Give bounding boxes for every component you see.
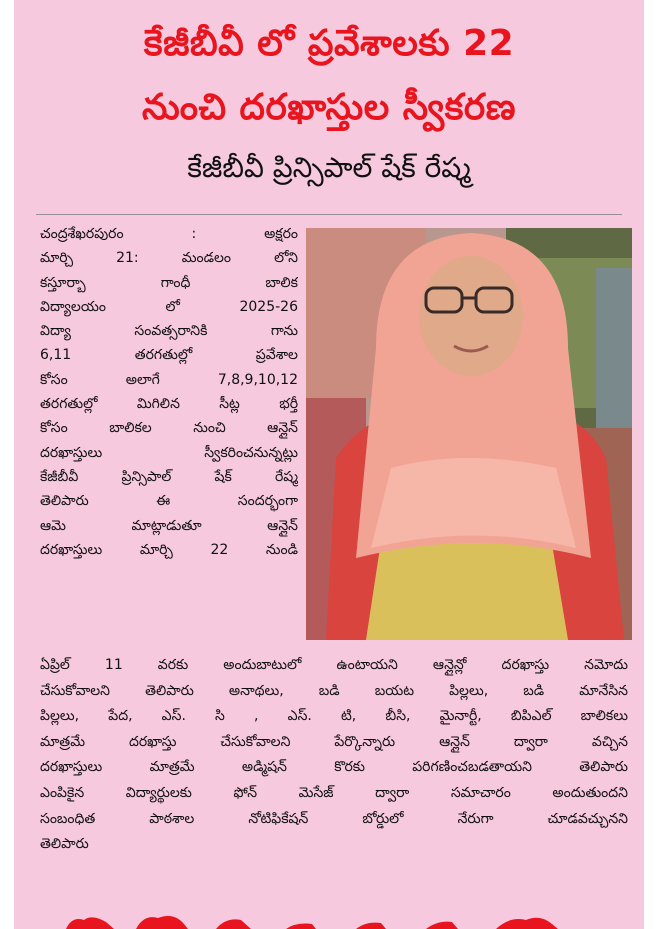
next-headline-fragment bbox=[66, 912, 586, 929]
headline-line-2: నుంచి దరఖాస్తుల స్వీకరణ bbox=[141, 87, 517, 128]
column-line: 6,11 తరగతుల్లో ప్రవేశాల bbox=[40, 347, 298, 364]
column-line: కస్తూర్బా గాంధీ బాలిక bbox=[40, 274, 298, 291]
body-line: దరఖాస్తులు మాత్రమే అడ్మిషన్ కొరకు పరిగణించబడతాయని తెలిపారు bbox=[40, 759, 628, 776]
body-line: మాత్రమే దరఖాస్తు చేసుకోవాలని పేర్కొన్నారు ఆన్లైన్ ద్వారా వచ్చిన bbox=[40, 733, 628, 750]
body-line: తెలిపారు bbox=[40, 836, 89, 853]
divider-rule bbox=[36, 214, 622, 215]
column-line: తరగతుల్లో మిగిలిన సీట్ల భర్తీ bbox=[40, 396, 298, 413]
subheadline: కేజీబీవీ ప్రిన్సిపాల్ షేక్ రేష్మ bbox=[187, 151, 471, 184]
column-line: దరఖాస్తులు స్వీకరించనున్నట్లు bbox=[40, 444, 298, 461]
article-column bbox=[40, 222, 298, 562]
body-line: ఎంపికైన విద్యార్థులకు ఫోన్ మెసేజ్ ద్వారా సమాచారం అందుతుందని bbox=[40, 784, 628, 801]
body-line: చేసుకోవాలని తెలిపారు అనాథలు, బడి బయట పిల్లలు, బడి మానేసిన bbox=[40, 682, 628, 699]
headline-line-1: కేజీబీవీ లో ప్రవేశాలకు 22 bbox=[143, 23, 515, 64]
column-line: తెలిపారు ఈ సందర్భంగా bbox=[40, 493, 298, 510]
article-body bbox=[40, 653, 628, 858]
column-line: కోసం అలాగే 7,8,9,10,12 bbox=[40, 371, 298, 388]
column-line: కేజీబీవీ ప్రిన్సిపాల్ షేక్ రేష్మ bbox=[40, 468, 298, 485]
principal-photo bbox=[306, 228, 632, 640]
column-line: కోసం బాలికల నుంచి ఆన్లైన్ bbox=[40, 420, 298, 437]
body-line: ఏప్రిల్ 11 వరకు అందుబాటులో ఉంటాయని ఆన్లైన్లో దరఖాస్తు నమోదు bbox=[40, 657, 628, 673]
column-line: మార్చి 21: మండలం లోని bbox=[40, 250, 298, 267]
body-line: పిల్లలు, పేద, ఎస్. సి , ఎస్. టి, బీసి, మైనార్టీ, బిపిఎల్ బాలికలు bbox=[40, 708, 628, 725]
news-clipping bbox=[14, 0, 644, 929]
column-line: విద్యా సంవత్సరానికి గాను bbox=[40, 323, 298, 340]
column-line: ఆమె మాట్లాడుతూ ఆన్లైన్ bbox=[40, 517, 298, 534]
column-line: దరఖాస్తులు మార్చి 22 నుండి bbox=[40, 541, 298, 558]
column-line: చంద్రశేఖరపురం : అక్షరం bbox=[40, 226, 298, 242]
column-line: విద్యాలయం లో 2025-26 bbox=[40, 298, 298, 315]
body-line: సంబంధిత పాఠశాల నోటిఫికేషన్ బోర్డులో నేరుగా చూడవచ్చునని bbox=[40, 810, 628, 827]
